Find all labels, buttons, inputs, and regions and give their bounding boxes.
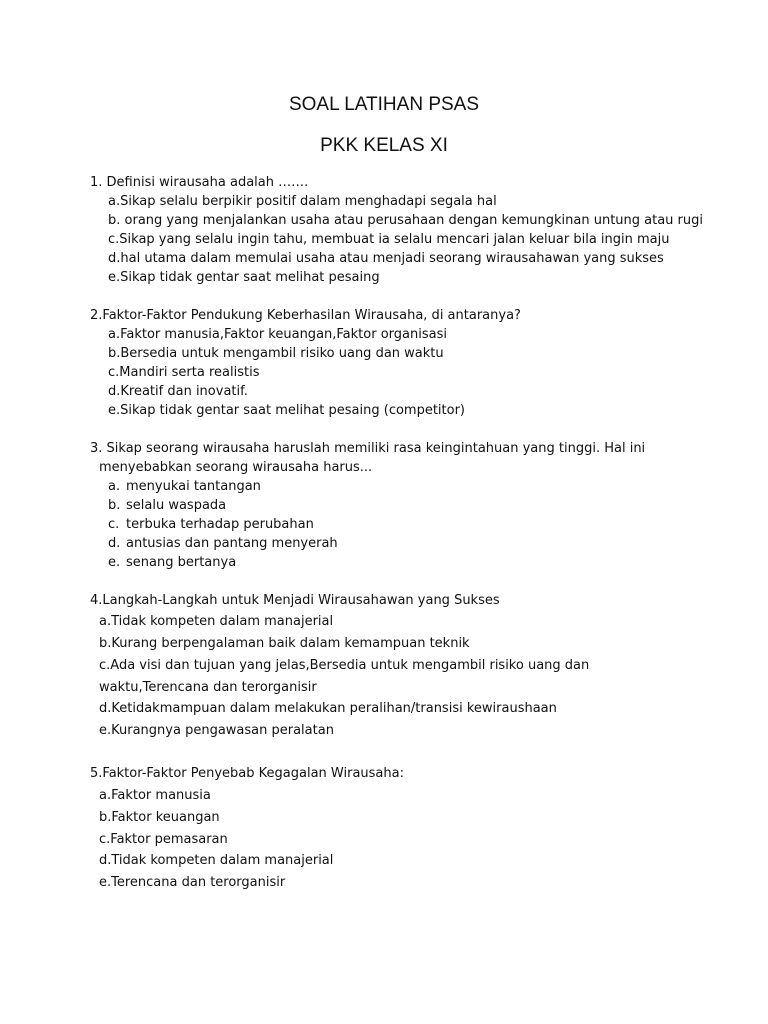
document-subtitle: PKK KELAS XI xyxy=(320,135,448,156)
q3-option-b-text: selalu waspada xyxy=(126,498,227,513)
question-4: 4.Langkah-Langkah untuk Menjadi Wirausahawan yang Sukses xyxy=(90,593,500,608)
q5-option-a: a.Faktor manusia xyxy=(99,788,211,803)
q2-option-c: c.Mandiri serta realistis xyxy=(108,365,260,380)
q3-option-c xyxy=(108,517,314,533)
q3-option-e xyxy=(108,555,236,571)
q3-option-c-letter: c. xyxy=(108,517,120,532)
q4-option-b: b.Kurang berpengalaman baik dalam kemampuan teknik xyxy=(99,636,470,651)
q1-option-a: a.Sikap selalu berpikir positif dalam menghadapi segala hal xyxy=(108,194,497,209)
q1-option-e: e.Sikap tidak gentar saat melihat pesaing xyxy=(108,270,380,285)
q4-option-c-continued: waktu,Terencana dan terorganisir xyxy=(99,680,317,695)
q3-option-a-letter: a. xyxy=(108,479,121,494)
question-3-line-2: menyebabkan seorang wirausaha harus... xyxy=(99,460,373,475)
q4-option-c: c.Ada visi dan tujuan yang jelas,Bersedia untuk mengambil risiko uang dan xyxy=(99,658,590,673)
q2-option-e: e.Sikap tidak gentar saat melihat pesaing (competitor) xyxy=(108,403,466,418)
q1-option-c: c.Sikap yang selalu ingin tahu, membuat ia selalu mencari jalan keluar bila ingin maju xyxy=(108,232,670,247)
question-1: 1. Definisi wirausaha adalah ……. xyxy=(90,175,309,190)
q4-option-e: e.Kurangnya pengawasan peralatan xyxy=(99,723,334,738)
q3-option-e-letter: e. xyxy=(108,555,121,570)
q5-option-b: b.Faktor keuangan xyxy=(99,810,220,825)
question-3-line-1: 3. Sikap seorang wirausaha haruslah memiliki rasa keingintahuan yang tinggi. Hal ini xyxy=(90,441,646,456)
q5-option-c: c.Faktor pemasaran xyxy=(99,832,228,847)
q3-option-d-text: antusias dan pantang menyerah xyxy=(126,536,338,551)
q3-option-e-text: senang bertanya xyxy=(126,555,237,570)
q5-option-e: e.Terencana dan terorganisir xyxy=(99,875,286,890)
question-2: 2.Faktor-Faktor Pendukung Keberhasilan Wirausaha, di antaranya? xyxy=(90,308,521,323)
q3-option-a xyxy=(108,479,261,495)
q1-option-b: b. orang yang menjalankan usaha atau perusahaan dengan kemungkinan untung atau rugi xyxy=(108,213,703,228)
document-title: SOAL LATIHAN PSAS xyxy=(288,94,480,115)
q3-option-b xyxy=(108,498,226,514)
q1-option-d: d.hal utama dalam memulai usaha atau menjadi seorang wirausahawan yang sukses xyxy=(108,251,664,266)
q2-option-b: b.Bersedia untuk mengambil risiko uang dan waktu xyxy=(108,346,444,361)
q3-option-d xyxy=(108,536,338,552)
q3-option-b-letter: b. xyxy=(108,498,121,513)
q3-option-d-letter: d. xyxy=(108,536,121,551)
q4-option-a: a.Tidak kompeten dalam manajerial xyxy=(99,614,334,629)
question-5: 5.Faktor-Faktor Penyebab Kegagalan Wirausaha: xyxy=(90,766,404,781)
q2-option-d: d.Kreatif dan inovatif. xyxy=(108,384,248,399)
q2-option-a: a.Faktor manusia,Faktor keuangan,Faktor organisasi xyxy=(108,327,447,342)
q3-option-c-text: terbuka terhadap perubahan xyxy=(126,517,314,532)
q5-option-d: d.Tidak kompeten dalam manajerial xyxy=(99,853,334,868)
q4-option-d: d.Ketidakmampuan dalam melakukan peralihan/transisi kewiraushaan xyxy=(99,701,557,716)
q3-option-a-text: menyukai tantangan xyxy=(126,479,261,494)
